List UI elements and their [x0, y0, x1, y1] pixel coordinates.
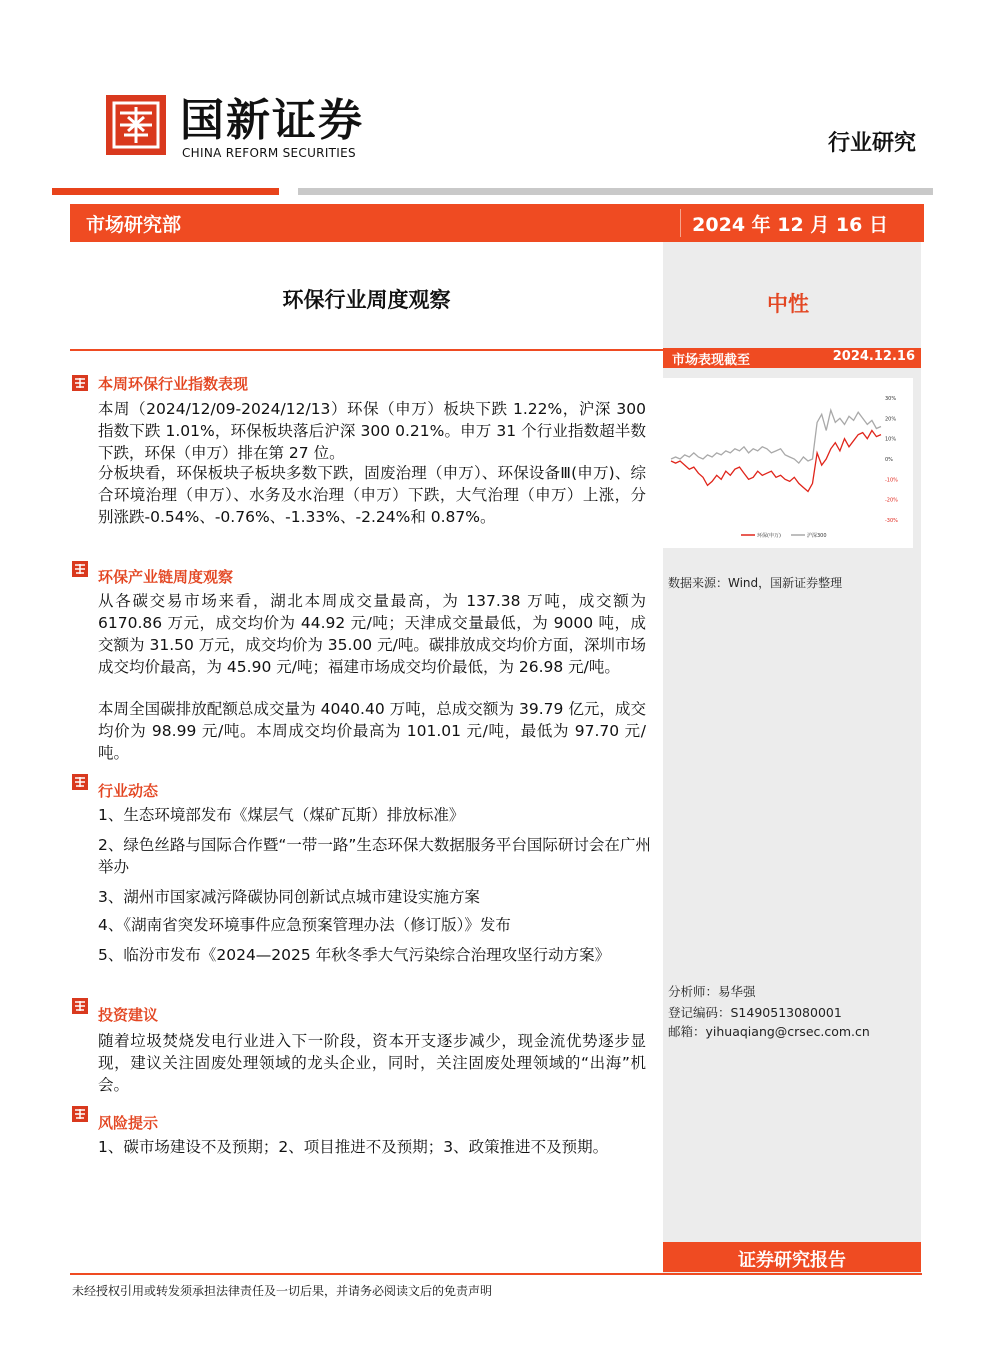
section-heading-investment: 投资建议	[98, 1006, 159, 1024]
company-name-en: CHINA REFORM SECURITIES	[182, 146, 356, 160]
section-heading-index: 本周环保行业指数表现	[98, 375, 249, 393]
market-performance-chart	[663, 378, 913, 548]
header-grey-bar	[298, 188, 933, 195]
y-tick-label: -10%	[885, 477, 898, 484]
section-bullet-icon	[72, 1106, 88, 1122]
market-performance-label: 市场表现截至	[672, 353, 751, 368]
section-heading-risk: 风险提示	[98, 1114, 159, 1132]
rating-label: 中性	[767, 292, 809, 316]
list-item: 5、临汾市发布《2024—2025 年秋冬季大气污染综合治理攻坚行动方案》	[98, 946, 611, 964]
paragraph: 从各碳交易市场来看，湖北本周成交量最高，为 137.38 万吨，成交额为 6170.86 万元，成交均价为 44.92 元/吨；天津成交量最低，为 9000 吨，成交额为 31.50 万元，成交均价为 35.00 元/吨。碳排放成交均价方面，深圳市场成交均价最高，为 45.90 元/吨；福建市场成交均价最低，为 26.98 元/吨。	[98, 592, 646, 676]
section-heading-chain: 环保产业链周度观察	[98, 568, 234, 586]
analyst-name: 分析师：易华强	[668, 984, 756, 999]
paragraph: 1、碳市场建设不及预期；2、项目推进不及预期；3、政策推进不及预期。	[98, 1138, 609, 1156]
footer-tab-label: 证券研究报告	[738, 1250, 846, 1271]
y-tick-label: 10%	[885, 436, 897, 443]
footer-rule	[70, 1273, 922, 1275]
header-accent-bar	[52, 188, 279, 195]
series-line	[671, 410, 881, 463]
series-line	[671, 431, 881, 492]
analyst-email: 邮箱：yihuaqiang@crsec.com.cn	[668, 1024, 870, 1039]
section-heading-news: 行业动态	[98, 782, 159, 800]
paragraph: 本周全国碳排放配额总成交量为 4040.40 万吨，总成交额为 39.79 亿元，成交均价为 98.99 元/吨。本周成交均价最高为 101.01 元/吨，最低为 97.70 元/吨。	[98, 700, 646, 762]
department-name: 市场研究部	[86, 214, 182, 236]
y-tick-label: 0%	[885, 457, 893, 463]
legend-label: 环保(申万)	[757, 533, 781, 539]
logo-seal-icon	[106, 95, 166, 155]
list-item: 3、湖州市国家减污降碳协同创新试点城市建设实施方案	[98, 888, 480, 906]
section-bullet-icon	[72, 375, 88, 391]
list-item: 4、《湖南省突发环境事件应急预案管理办法（修订版）》发布	[98, 916, 511, 934]
section-bullet-icon	[72, 561, 88, 577]
document-type: 行业研究	[827, 131, 916, 156]
company-logo-mark	[106, 95, 166, 155]
chart-source: 数据来源：Wind，国新证券整理	[668, 576, 843, 590]
report-date: 2024 年 12 月 16 日	[692, 214, 888, 236]
y-tick-label: 20%	[885, 416, 897, 423]
section-bullet-icon	[72, 774, 88, 790]
title-rule	[70, 349, 663, 351]
report-title: 环保行业周度观察	[282, 288, 451, 312]
chart-svg	[663, 378, 913, 548]
y-tick-label: -30%	[885, 518, 898, 524]
paragraph: 分板块看，环保板块子板块多数下跌，固废治理（申万）、环保设备Ⅲ(申万)、综合环境治理（申万）、水务及水治理（申万）下跌，大气治理（申万）上涨，分别涨跌-0.54%、-0.76%、-1.33%、-2.24%和 0.87%。	[98, 464, 646, 526]
paragraph: 随着垃圾焚烧发电行业进入下一阶段，资本开支逐步减少，现金流优势逐步显现，建议关注固废处理领域的龙头企业，同时，关注固废处理领域的“出海”机会。	[98, 1032, 646, 1094]
analyst-reg-no: 登记编码：S1490513080001	[668, 1005, 842, 1020]
y-tick-label: -20%	[885, 497, 898, 504]
y-tick-label: 30%	[885, 396, 897, 402]
company-name-cn: 国新证券	[180, 95, 364, 146]
footer-disclaimer: 未经授权引用或转发须承担法律责任及一切后果，并请务必阅读文后的免责声明	[72, 1284, 493, 1298]
list-item: 2、绿色丝路与国际合作暨“一带一路”生态环保大数据服务平台国际研讨会在广州举办	[98, 836, 651, 876]
legend-label: 沪深300	[807, 533, 827, 539]
market-performance-date: 2024.12.16	[832, 349, 915, 364]
list-item: 1、生态环境部发布《煤层气（煤矿瓦斯）排放标准》	[98, 806, 465, 824]
paragraph: 本周（2024/12/09-2024/12/13）环保（申万）板块下跌 1.22%，沪深 300 指数下跌 1.01%，环保板块落后沪深 300 0.21%。申万 31 个行业指数超半数下跌，环保（申万）排在第 27 位。	[98, 400, 646, 462]
banner-divider	[680, 209, 681, 237]
section-bullet-icon	[72, 998, 88, 1014]
